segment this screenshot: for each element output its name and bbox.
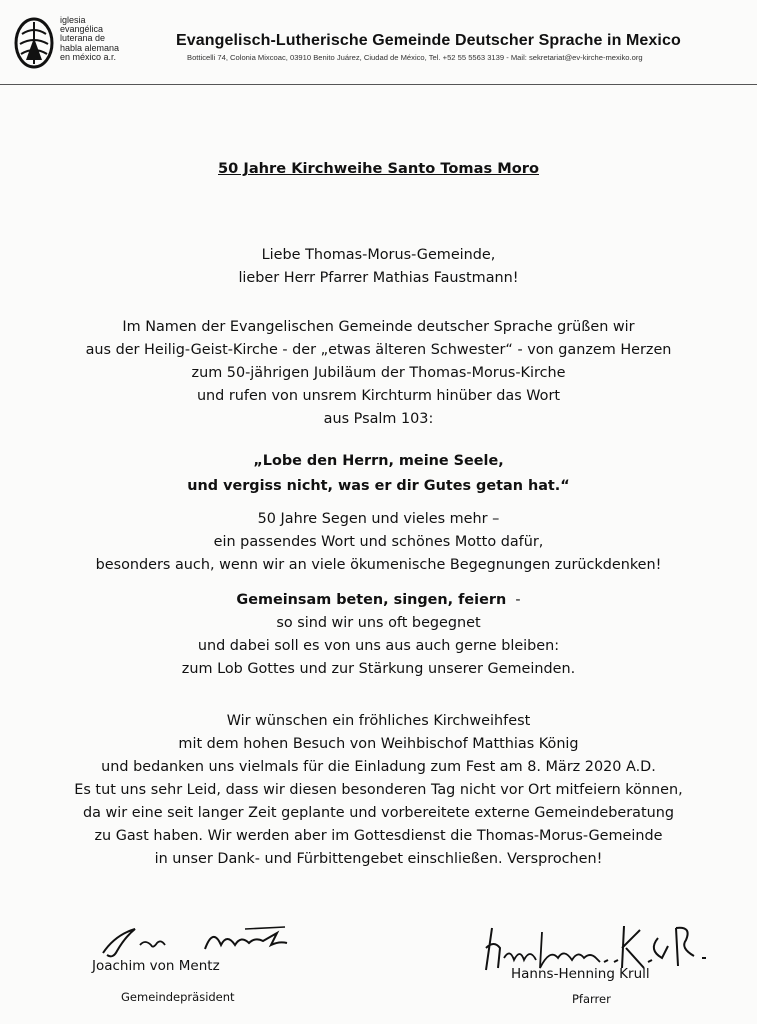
signatory-name: Joachim von Mentz [92,958,220,974]
text-line: da wir eine seit langer Zeit geplante und vorbereitete externe Gemeindeberatung [83,805,674,821]
greeting-line: lieber Herr Pfarrer Mathias Faustmann! [238,270,519,286]
letterhead-divider [0,84,757,85]
signatory-role: Gemeindepräsident [121,990,235,1004]
text-line: aus Psalm 103: [323,411,434,427]
organization-name: Evangelisch-Lutherische Gemeinde Deutscher Sprache in Mexico [176,32,681,49]
organization-address: Botticelli 74, Colonia Mixcoac, 03910 Benito Juárez, Ciudad de México, Tel. +52 55 5563 3139 - Mail: sekretariat@ev-kirche-mexiko.org [187,53,643,62]
logo-text: iglesia evangélica luterana de habla alemana en méxico a.r. [60,15,120,62]
text-line: so sind wir uns oft begegnet [276,615,481,631]
text-line: besonders auch, wenn wir an viele ökumenische Begegnungen zurückdenken! [95,557,662,573]
paragraph-3 [0,589,757,681]
text-line: und dabei soll es von uns aus auch gerne bleiben: [197,638,560,654]
psalm-quote [0,449,757,499]
text-line: zu Gast haben. Wir werden aber im Gottesdienst die Thomas-Morus-Gemeinde [94,828,663,844]
text-line: ein passendes Wort und schönes Motto dafür, [213,534,544,550]
letterhead [0,0,757,90]
text-line: zum Lob Gottes und zur Stärkung unserer Gemeinden. [181,661,576,677]
greeting-line: Liebe Thomas-Morus-Gemeinde, [261,247,496,263]
church-logo-icon [12,16,56,70]
quote-line: „Lobe den Herrn, meine Seele, [253,453,504,469]
text-line: Im Namen der Evangelischen Gemeinde deutscher Sprache grüßen wir [122,319,635,335]
paragraph-2 [0,508,757,577]
text-line: und rufen von unsrem Kirchturm hinüber das Wort [196,388,561,404]
text-line: und bedanken uns vielmals für die Einladung zum Fest am 8. März 2020 A.D. [101,759,656,775]
paragraph-4 [0,710,757,871]
text-line: mit dem hohen Besuch von Weihbischof Matthias König [178,736,579,752]
text-line: in unser Dank- und Fürbittengebet einschließen. Versprochen! [154,851,603,867]
text-line: 50 Jahre Segen und vieles mehr – [257,511,500,527]
quote-line: und vergiss nicht, was er dir Gutes getan hat.“ [187,478,570,494]
text-line: zum 50-jährigen Jubiläum der Thomas-Morus-Kirche [191,365,566,381]
letter-title-container [0,158,757,177]
greeting [0,244,757,290]
signatory-name: Hanns-Henning Krull [511,966,650,982]
text-line: Es tut uns sehr Leid, dass wir diesen besonderen Tag nicht vor Ort mitfeiern können, [74,782,683,798]
paragraph-1 [0,316,757,431]
letter-title: 50 Jahre Kirchweihe Santo Tomas Moro [218,160,539,177]
motto-tail: - [506,592,521,608]
bold-motto: Gemeinsam beten, singen, feiern [236,592,507,608]
signatory-role: Pfarrer [572,992,611,1006]
text-line: Wir wünschen ein fröhliches Kirchweihfest [226,713,531,729]
text-line [0,589,757,612]
text-line: aus der Heilig-Geist-Kirche - der „etwas älteren Schwester“ - von ganzem Herzen [85,342,672,358]
